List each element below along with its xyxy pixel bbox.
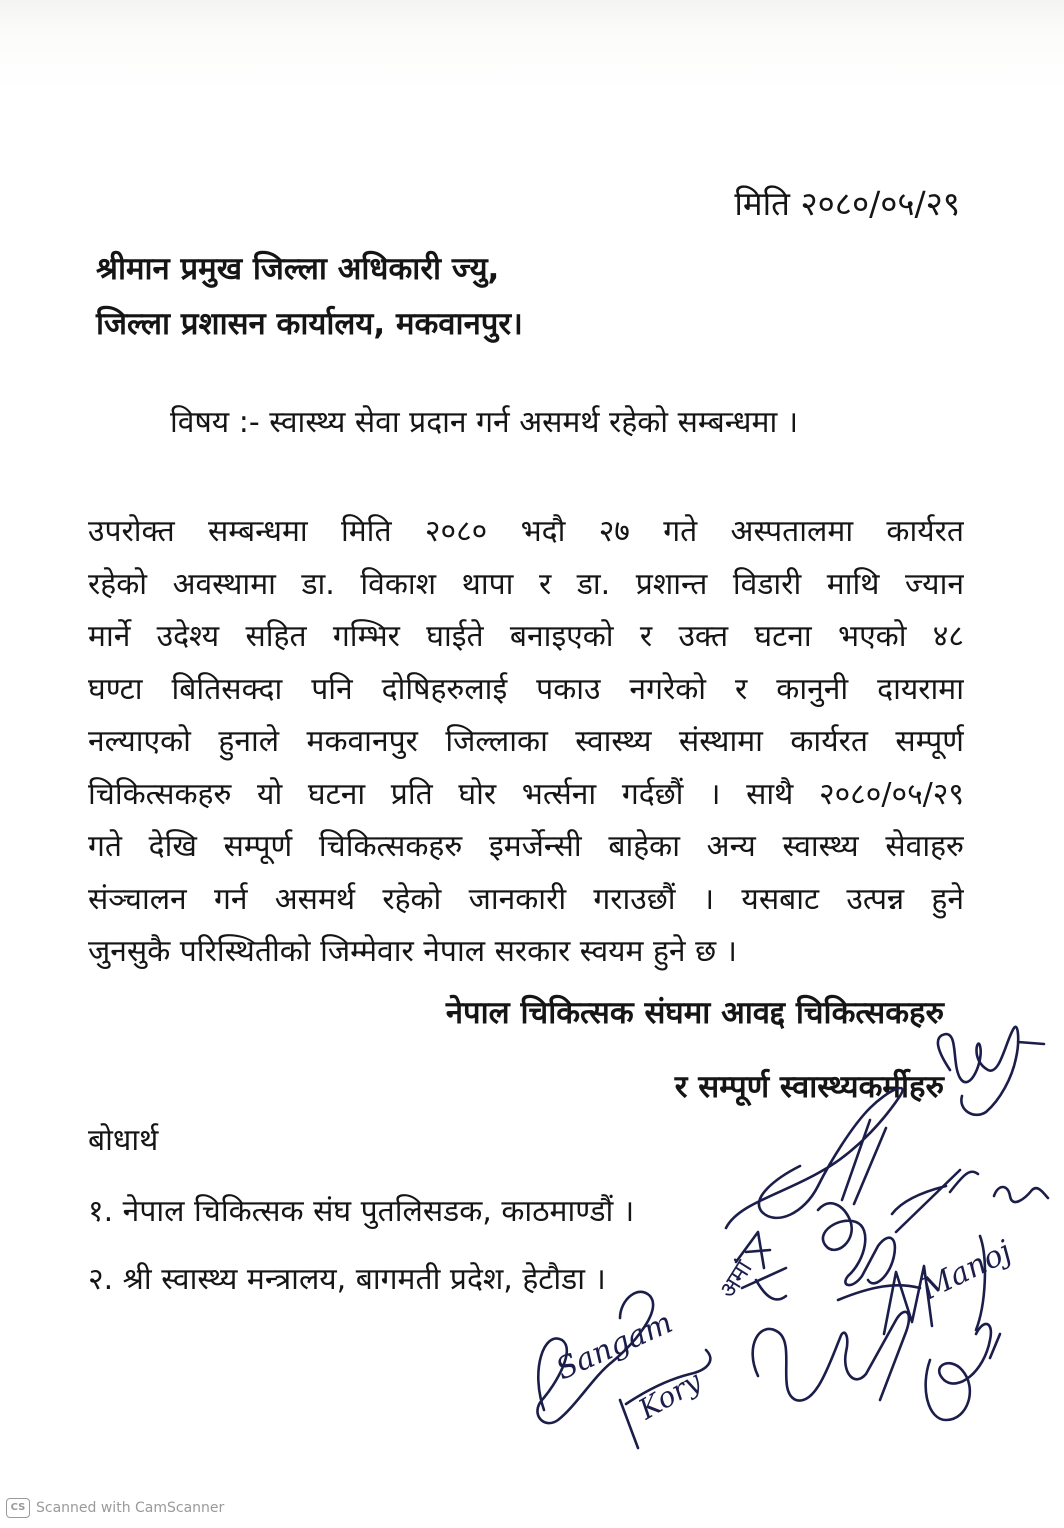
body-line: जुनसुकै परिस्थितीको जिम्मेवार नेपाल सरकार स्वयम हुने छ । <box>88 934 738 969</box>
body-line: चिकित्सकहरु यो घटना प्रति घोर भर्त्सना गर्दछौं । साथै २०८०/०५/२९ <box>88 776 964 812</box>
signatures-area <box>500 1000 1064 1480</box>
body-line: रहेको अवस्थामा डा. विकाश थापा र डा. प्रशान्त विडारी माथि ज्यान <box>88 566 964 602</box>
letter-subject: विषय :- स्वास्थ्य सेवा प्रदान गर्न असमर्थ रहेको सम्बन्धमा । <box>170 405 799 440</box>
letter-body <box>88 506 964 979</box>
sender-line: र सम्पूर्ण स्वास्थ्यकर्मीहरु <box>674 1069 944 1105</box>
signature-mark <box>950 1172 1048 1202</box>
body-line: नल्याएको हुनाले मकवानपुर जिल्लाका स्वास्थ्य संस्थामा कार्यरत सम्पूर्ण <box>88 724 964 759</box>
scanner-text: Scanned with CamScanner <box>36 1500 225 1516</box>
cc-item: २. श्री स्वास्थ्य मन्त्रालय, बागमती प्रदेश, हेटौडा । <box>88 1262 606 1297</box>
signature-text: अमां <box>713 1255 758 1304</box>
body-line: गते देखि सम्पूर्ण चिकित्सकहरु इमर्जेन्सी बाहेका अन्य स्वास्थ्य सेवाहरु <box>88 829 964 864</box>
body-line: संञ्चालन गर्न असमर्थ रहेको जानकारी गराउछौं । यसबाट उत्पन्न हुने <box>88 881 964 917</box>
signature-text: Manoj <box>916 1233 1018 1308</box>
cc-item: १. नेपाल चिकित्सक संघ पुतलिसडक, काठमाण्डौं । <box>88 1194 635 1229</box>
signature-text: Kory <box>633 1364 707 1427</box>
addressee-block <box>96 242 523 352</box>
addressee-line: श्रीमान प्रमुख जिल्ला अधिकारी ज्यु, <box>96 251 500 287</box>
body-line: मार्ने उदेश्य सहित गम्भिर घाईते बनाइएको र उक्त घटना भएको ४८ <box>88 619 964 654</box>
signature-text: Sangam <box>551 1305 678 1388</box>
camscanner-logo-icon: CS <box>6 1498 30 1518</box>
letter-date: मिति २०८०/०५/२९ <box>734 184 960 223</box>
cc-title: बोधार्थ <box>88 1123 159 1158</box>
signature-mark <box>726 1088 903 1228</box>
scanner-watermark <box>6 1498 224 1518</box>
signature-mark <box>753 1285 920 1400</box>
signature-mark <box>938 1027 1044 1115</box>
body-line: उपरोक्त सम्बन्धमा मिति २०८० भदौ २७ गते अस्पतालमा कार्यरत <box>88 514 964 549</box>
signature-mark <box>926 1324 1000 1420</box>
addressee-line: जिल्ला प्रशासन कार्यालय, मकवानपुर। <box>96 306 523 342</box>
body-line: घण्टा बितिसक्दा पनि दोषिहरुलाई पकाउ नगरेको र कानुनी दायरामा <box>88 671 964 707</box>
sender-line: नेपाल चिकित्सक संघमा आवद्द चिकित्सकहरु <box>445 995 944 1031</box>
